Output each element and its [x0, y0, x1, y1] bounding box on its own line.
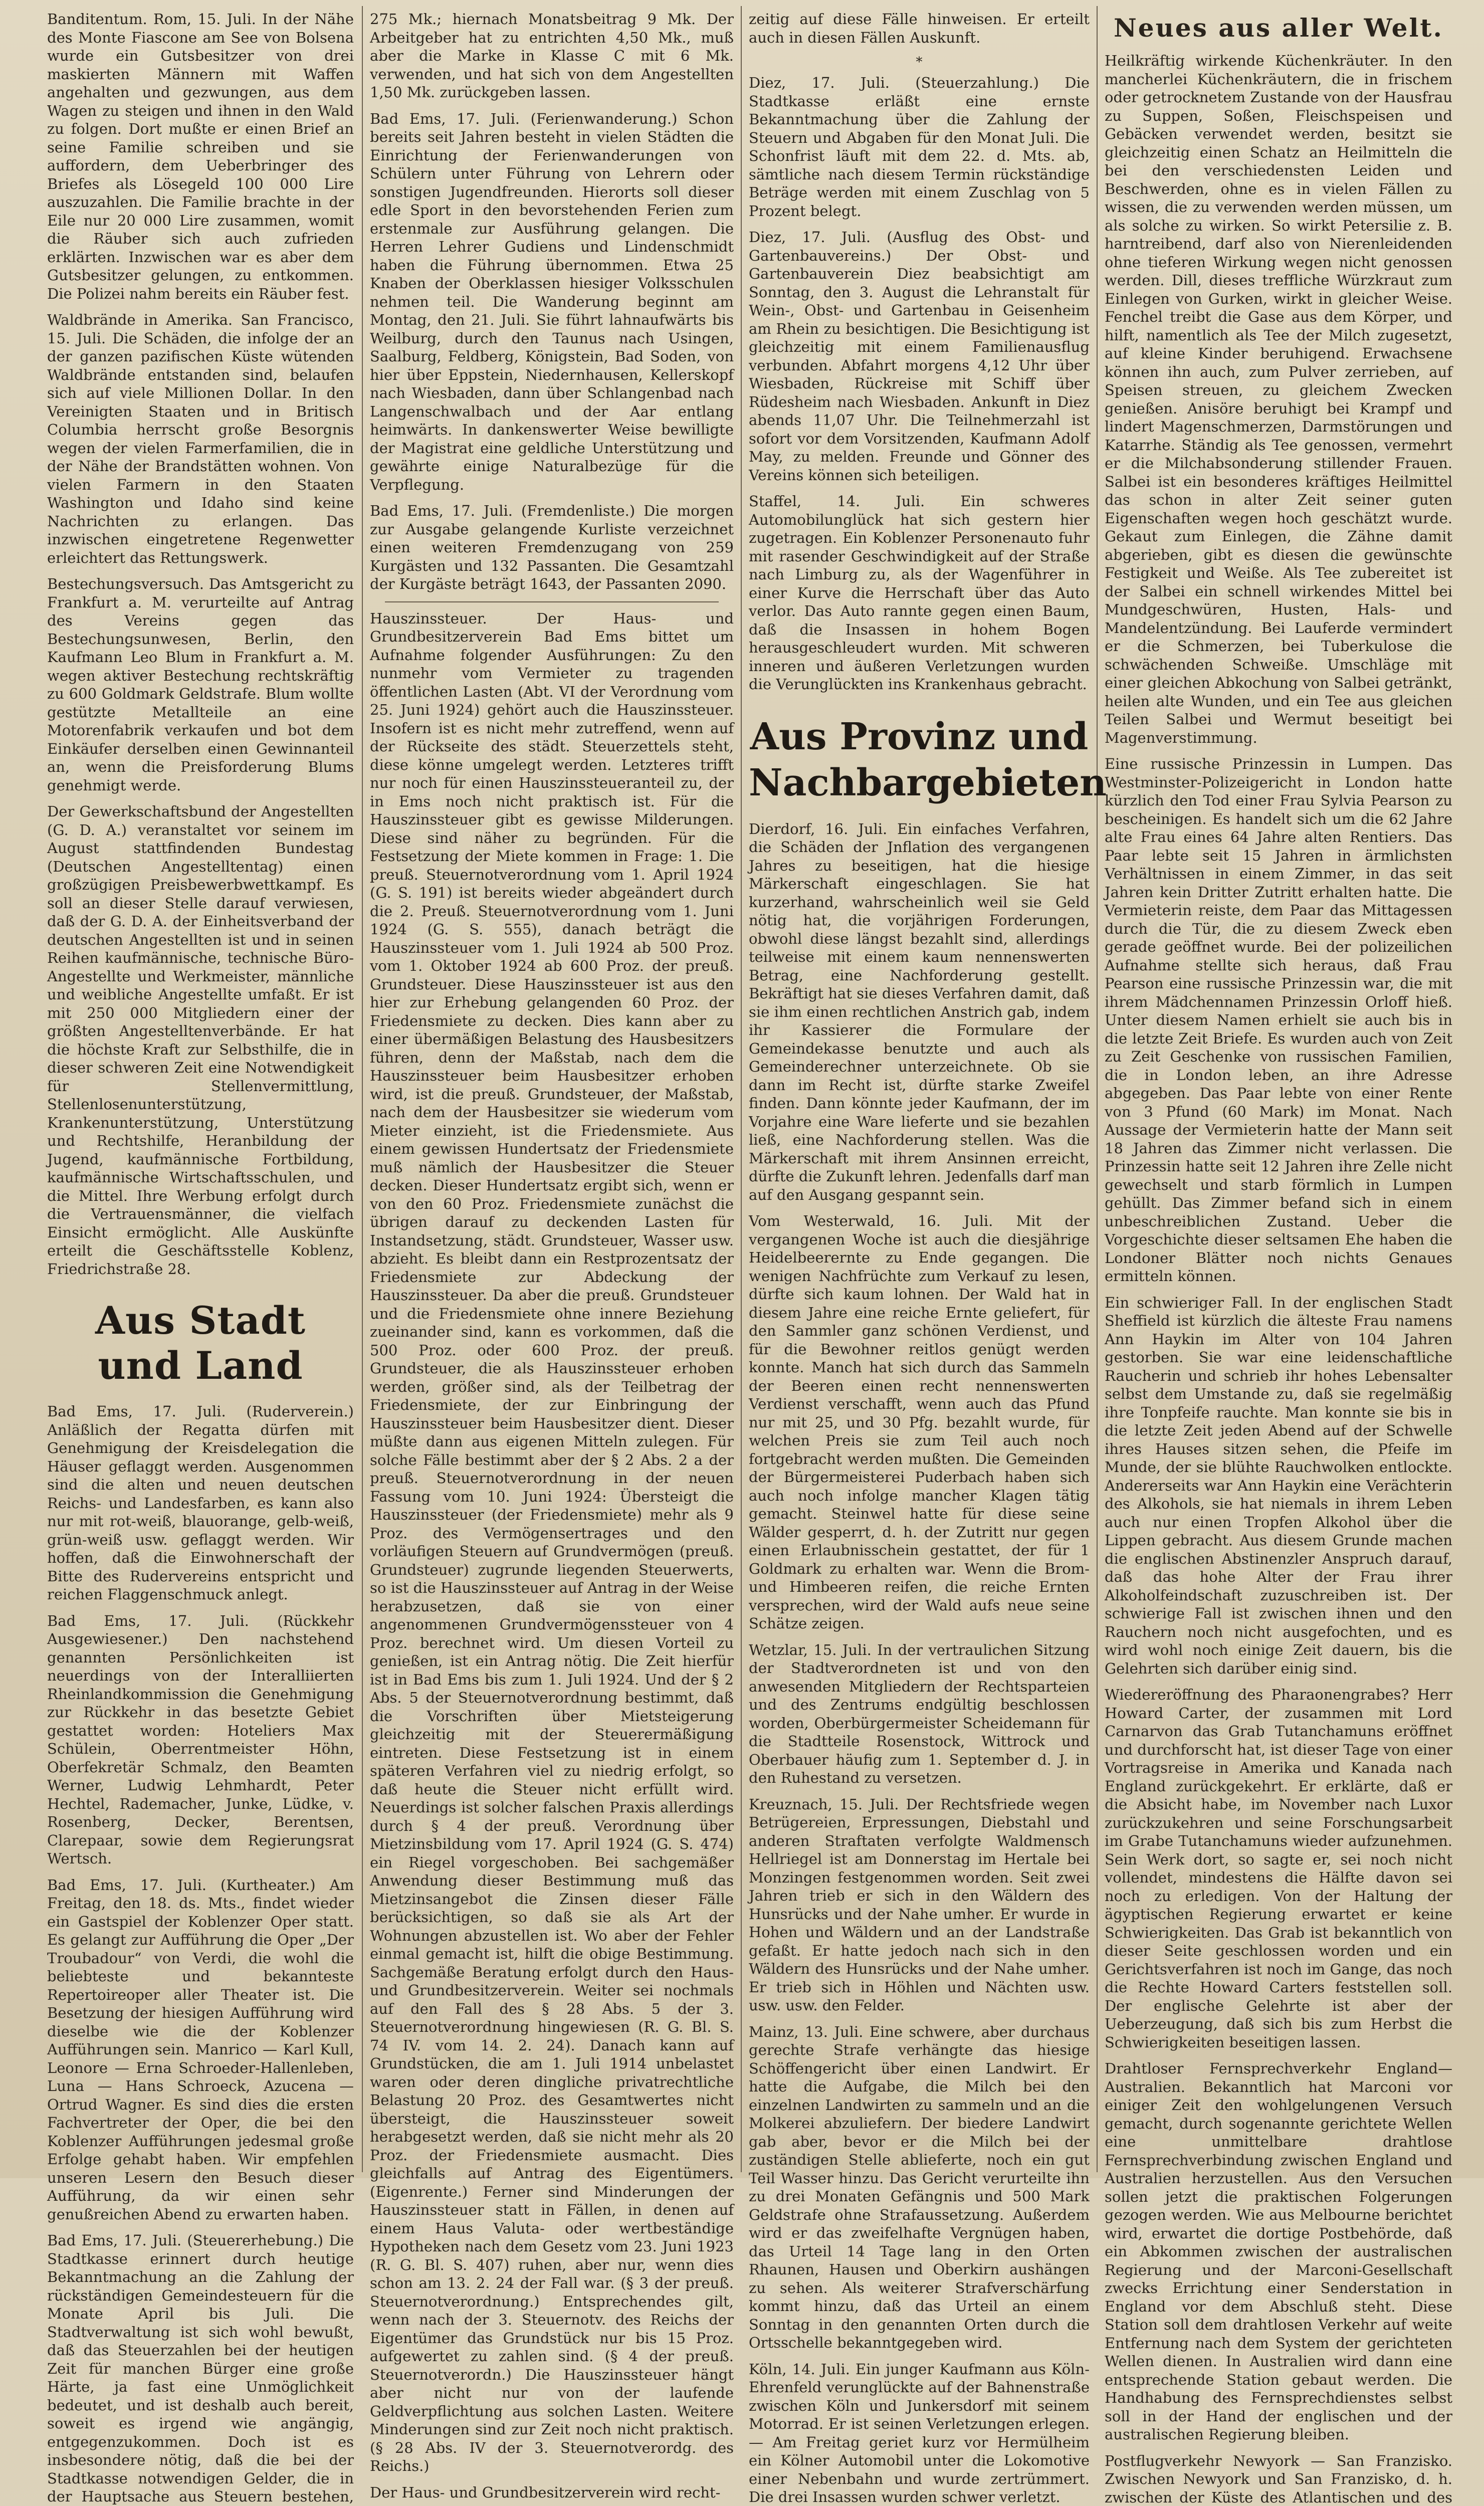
- column-4: [1101, 10, 1456, 2168]
- column-rule: [741, 6, 742, 2172]
- article-fremdenliste: Bad Ems, 17. Juli. (Fremdenliste.) Die morgen zur Ausgabe gelangende Kurliste verzeichnet einen weiteren Fremdenzugang von 259 Kurgästen und 132 Passanten. Die Gesamtzahl der Kurgäste beträgt 1643, der Passanten 2090.: [370, 502, 734, 593]
- article-koeln: Köln, 14. Juli. Ein junger Kaufmann aus Köln-Ehrenfeld verunglückte auf der Bahnenstraße zwischen Köln und Junkersdorf mit seinem Motorrad. Er ist seinen Verletzungen erlegen. — Am Freitag geriet kurz vor Hermülheim ein Kölner Automobil unter die Lokomotive einer Nebenbahn und wurde zertrümmert. Die drei Insassen wurden schwer verletzt.: [749, 2360, 1090, 2506]
- article-wetzlar: Wetzlar, 15. Juli. In der vertraulichen Sitzung der Stadtverordneten ist und von den anwesenden Mitgliedern der Rechtsparteien und des Zentrums endgültig beschlossen worden, Oberbürgermeister Scheidemann für die Stadtteile Rosenstock, Wittrock und Oberbauer häufig zum 1. September d. J. in den Ruhestand zu versetzen.: [749, 1641, 1090, 1787]
- article-fernsprechverkehr: Drahtloser Fernsprechverkehr England—Australien. Bekanntlich hat Marconi vor einiger Zeit den wohlgelungenen Versuch gemacht, durch sogenannte gerichtete Wellen eine unmittelbare drahtlose Fernsprechverbindung zwischen England und Australien herzustellen. Aus den Versuchen sollen jetzt die praktischen Folgerungen gezogen werden. Wie aus Melbourne berichtet wird, erwartet die dortige Postbehörde, daß ein Abkommen zwischen der australischen Regierung und der Marconi-Gesellschaft zwecks Errichtung einer Senderstation in England vor dem Abschluß steht. Diese Station soll dem drahtlosen Verkehr auf weite Entfernung nach dem System der gerichteten Wellen dienen. In Australien wird dann eine entsprechende Station gebaut werden. Die Handhabung des Fernsprechdienstes selbst soll in der Hand der englischen und der australischen Regierung bleiben.: [1105, 2059, 1452, 2444]
- article-diez-steuerzahlung: Diez, 17. Juli. (Steuerzahlung.) Die Stadtkasse erläßt eine ernste Bekanntmachung über die Zahlung der Steuern und Abgaben für den Monat Juli. Die Schonfrist läuft mit dem 22. d. Mts. ab, sämtliche nach diesem Termin rückständige Beträge werden mit einem Zuschlag von 5 Prozent belegt.: [749, 74, 1090, 220]
- column-rule: [1097, 6, 1098, 2172]
- column-1: [43, 10, 358, 2168]
- article-continuation: zeitig auf diese Fälle hinweisen. Er erteilt auch in diesen Fällen Auskunft.: [749, 10, 1090, 47]
- article-hauszinssteuer: Hauszinssteuer. Der Haus- und Grundbesitzerverein Bad Ems bittet um Aufnahme folgender Ausführungen: Zu den nunmehr vom Vermieter zu tragenden öffentlichen Lasten (Abt. VI der Verordnung vom 25. Juni 1924) gehört auch die Hauszinssteuer. Insofern ist es nicht mehr zutreffend, wenn auf der Rückseite des städt. Steuerzettels steht, diese könne umgelegt werden. Letzteres trifft nur noch für einen Hauszinssteueranteil zu, der in Ems noch nicht praktisch ist. Für die Hauszinssteuer gibt es gewisse Milderungen. Diese sind näher zu begründen. Für die Festsetzung der Miete kommen in Frage: 1. Die preuß. Steuernotverordnung vom 1. April 1924 (G. S. 191) ist bereits wieder abgeändert durch die 2. Preuß. Steuernotverordnung vom 1. Juni 1924 (G. S. 555), danach beträgt die Hauszinssteuer vom 1. Juli 1924 ab 500 Proz. vom 1. Oktober 1924 ab 600 Proz. der preuß. Grundsteuer. Diese Hauszinssteuer ist aus den hier zur Erhebung gelangenden 60 Proz. der Friedensmiete zu decken. Dies kann aber zu einer übermäßigen Belastung des Hausbesitzers führen, denn der Maßstab, nach dem die Hauszinssteuer beim Hausbesitzer erhoben wird, ist die preuß. Grundsteuer, der Maßstab, nach dem der Hausbesitzer sie wiederum vom Mieter einzieht, ist die Friedensmiete. Aus einem gewissen Hundertsatz der Friedensmiete muß nämlich der Hausbesitzer die Steuer decken. Dieser Hundertsatz ergibt sich, wenn er von den 60 Proz. Friedensmiete zunächst die übrigen darauf zu deckenden Lasten für Instandsetzung, städt. Grundsteuer, Wasser usw. abzieht. Es bleibt dann ein Restprozentsatz der Friedensmiete zur Abdeckung der Hauszinssteuer. Da aber die preuß. Grundsteuer und die Friedensmiete ohne innere Beziehung zueinander sind, kann es vorkommen, daß die 500 Proz. oder 600 Proz. der preuß. Grundsteuer, die als Hauszinssteuer erhoben werden, größer sind, als der Teilbetrag der Friedensmiete, der zur Einbringung der Hauszinssteuer beim Hausbesitzer dient. Dieser müßte dann aus eigenen Mitteln zulegen. Für solche Fälle bestimmt aber der § 2 Abs. 2 a der preuß. Steuernotverordnung in der neuen Fassung vom 10. Juni 1924: Übersteigt die Hauszinssteuer (der Friedensmiete) mehr als 9 Proz. des Vermögensertrages und den vorläufigen Steuern auf Grundvermögen (preuß. Grundsteuer) zugrunde liegenden Steuerwerts, so ist die Hauszinssteuer auf Antrag in der Weise herabzusetzen, daß sie von einer angenommenen Grundvermögenssteuer von 4 Proz. berechnet wird. Um diesen Vorteil zu genießen, ist ein Antrag nötig. Die Zeit hierfür ist in Bad Ems bis zum 1. Juli 1924. Und der § 2 Abs. 5 der Steuernotverordnung bestimmt, daß die Vorschriften über Mietsteigerung gleichzeitig mit der Steuerermäßigung eintreten. Diese Festsetzung ist in einem späteren Verfahren viel zu niedrig erfolgt, so daß heute die Steuer nicht erfüllt wird. Neuerdings ist solcher falschen Praxis allerdings durch § 4 der preuß. Verordnung über Mietzinsbildung vom 17. April 1924 (G. S. 474) ein Riegel vorgeschoben. Bei sachgemäßer Anwendung dieser Bestimmung muß das Mietzinsangebot die Zinsen dieser Fälle berücksichtigen, so daß sie als Art der Wohnungen abzustellen ist. Wo aber der Fehler einmal gemacht ist, hilft die obige Bestimmung. Sachgemäße Beratung erfolgt durch den Haus- und Grundbesitzerverein. Weiter sei nochmals auf den Fall des § 28 Abs. 5 der 3. Steuernotverordnung hingewiesen (R. G. Bl. S. 74 IV. vom 14. 2. 24). Danach kann auf Grundstücken, die am 1. Juli 1914 unbelastet waren oder deren dingliche privatrechtliche Belastung 20 Proz. des Gesamtwertes nicht übersteigt, die Hauszinssteuer soweit herabgesetzt werden, daß sie nicht mehr als 20 Proz. der Friedensmiete ausmacht. Dies gleichfalls auf Antrag des Eigentümers. (Eigenrente.) Ferner sind Minderungen der Hauszinssteuer statt in Fällen, in denen auf einem Haus Valuta- oder wertbeständige Hypotheken nach dem Gesetz vom 23. Juni 1923 (R. G. Bl. S. 407) ruhen, aber nur, wenn dies schon am 13. 2. 24 der Fall war. (§ 3 der preuß. Steuernotverordnung.) Entsprechendes gilt, wenn nach der 3. Steuernotv. des Reichs der Eigentümer das Grundstück nur bis 15 Proz. aufgewertet zu zahlen sind. (§ 4 der preuß. Steuernotverordn.) Die Hauszinssteuer hängt aber nicht nur von der laufende Geldverpflichtung aus solchen Lasten. Weitere Minderungen sind zur Zeit noch nicht praktisch. (§ 28 Abs. IV der 3. Steuernotverordg. des Reichs.): [370, 609, 734, 2475]
- article-rueckkehr: Bad Ems, 17. Juli. (Rückkehr Ausgewiesener.) Den nachstehend genannten Persönlichkeiten ist neuerdings von der Interalliierten Rheinlandkommission die Genehmigung zur Rückkehr in das besetzte Gebiet gestattet worden: Hoteliers Max Schülein, Oberrentmeister Höhn, Oberfekretär Schmalz, den Beamten Werner, Ludwig Lehmhardt, Peter Hechtel, Rademacher, Junke, Lüdke, v. Rosenberg, Decker, Berentsen, Clarepaar, sowie dem Regierungsrat Wertsch.: [47, 1612, 354, 1868]
- article-staffel: Staffel, 14. Juli. Ein schweres Automobilunglück hat sich gestern hier zugetragen. Ein Koblenzer Personenauto fuhr mit rasender Geschwindigkeit auf der Straße nach Limburg zu, als der Wagenführer in einer Kurve die Herrschaft über das Auto verlor. Das Auto rannte gegen einen Baum, daß die Insassen in hohem Bogen herausgeschleudert wurden. Mit schweren inneren und äußeren Verletzungen wurden die Verunglückten ins Krankenhaus gebracht.: [749, 492, 1090, 694]
- article-banditentum: Banditentum. Rom, 15. Juli. In der Nähe des Monte Fiascone am See von Bolsena wurde ein Gutsbesitzer von drei maskierten Männern mit Waffen angehalten und gezwungen, aus dem Wagen zu steigen und ihnen in den Wald zu folgen. Dort mußte er einen Brief an seine Familie schreiben und sie auffordern, dem Ueberbringer des Briefes als Lösegeld 100 000 Lire auszuzahlen. Die Familie brachte in der Eile nur 20 000 Lire zusammen, womit die Räuber sich auch zufrieden erklärten. Inzwischen war es aber dem Gutsbesitzer gelungen, zu entkommen. Die Polizei nahm bereits ein Räuber fest.: [47, 10, 354, 303]
- section-header-neues-aus-aller-welt: Neues aus aller Welt.: [1105, 13, 1452, 43]
- column-2: [366, 10, 738, 2168]
- article-russische-prinzessin: Eine russische Prinzessin in Lumpen. Das Westminster-Polizeigericht in London hatte kürzlich den Tod einer Frau Sylvia Pearson zu bescheinigen. Es handelt sich um die 62 Jahre alte Frau eines 64 Jahre alten Rentiers. Das Paar lebte seit 15 Jahren in ärmlichsten Verhältnissen in einem Zimmer, in das seit Jahren kein Dritter Zutritt erhalten hatte. Die Vermieterin reiste, dem Paar das Mittagessen durch die Tür, die zu diesem Zweck eben gerade geöffnet wurde. Bei der polizeilichen Aufnahme stellte sich heraus, daß Frau Pearson eine russische Prinzessin war, die mit ihrem Mädchennamen Prinzessin Orloff hieß. Unter diesem Namen erhielt sie auch bis in die letzte Zeit Briefe. Es wurden auch von Zeit zu Zeit Geschenke von russischen Familien, die in London leben, an ihre Adresse abgegeben. Das Paar lebte von einer Rente von 3 Pfund (60 Mark) im Monat. Nach Aussage der Vermieterin hatte der Mann seit 18 Jahren das Zimmer nicht verlassen. Die Prinzessin hatte seit 12 Jahren ihre Zelle nicht gewechselt und starb förmlich in Lumpen gehüllt. Das Zimmer befand sich in einem unbeschreiblichen Zustand. Ueber die Vorgeschichte dieser seltsamen Ehe haben die Londoner Blätter noch nichts Genaues ermitteln können.: [1105, 755, 1452, 1286]
- article-kreuznach: Kreuznach, 15. Juli. Der Rechtsfriede wegen Betrügereien, Erpressungen, Diebstahl und anderen Straftaten verfolgte Waldmensch Hellriegel ist am Donnerstag im Hertale bei Monzingen festgenommen worden. Seit zwei Jahren trieb er sich in den Wäldern des Hunsrücks und der Nahe umher. Er wurde in Hohen und Wäldern und an der Landstraße gefaßt. Er hatte jedoch nach sich in den Wäldern des Hunsrücks und der Nahe umher. Er trieb sich in Höhlen und Nächten usw. usw. usw. den Felder.: [749, 1795, 1090, 2015]
- article-pharaonengrab: Wiedereröffnung des Pharaonengrabes? Herr Howard Carter, der zusammen mit Lord Carnarvon das Grab Tutanchamuns eröffnet und durchforscht hat, ist dieser Tage von einer Vortragsreise in Amerika und Kanada nach England zurückgekehrt. Er erklärte, daß er die Absicht habe, im November nach Luxor zurückzukehren und seine Forschungsarbeit im Grabe Tutanchamuns wieder aufzunehmen. Sein Werk dort, so sagte er, sei noch nicht vollendet, mindestens die Hälfte davon sei noch zu erledigen. Von der Haltung der ägyptischen Regierung erwartet er keine Schwierigkeiten. Das Grab ist bekanntlich von dieser Seite geschlossen worden und ein Gerichtsverfahren ist noch im Gange, das noch die Rechte Howard Carters feststellen soll. Der englische Gelehrte ist aber der Ueberzeugung, daß sich bis zum Herbst die Schwierigkeiten beseitigen lassen.: [1105, 1686, 1452, 2051]
- column-3: [745, 10, 1094, 2168]
- article-mainz: Mainz, 13. Juli. Eine schwere, aber durchaus gerechte Strafe verhängte das hiesige Schöffengericht über einen Landwirt. Er hatte die Aufgabe, die Milch bei den einzelnen Landwirten zu sammeln und an die Molkerei abzuliefern. Der biedere Landwirt gab aber, bevor er die Milch bei der zuständigen Stelle ablieferte, noch ein gut Teil Wasser hinzu. Das Gericht verurteilte ihn zu drei Monaten Gefängnis und 500 Mark Geldstrafe ohne Strafaussetzung. Außerdem wird er das zweifelhafte Vergnügen haben, das Urteil 14 Tage lang in den Orten Rhaunen, Hausen und Oberkirn aushängen zu sehen. Als weiterer Strafverschärfung kommt hinzu, daß das Urteil an einem Sonntag in den genannten Orten durch die Ortsschelle bekanntgegeben wird.: [749, 2023, 1090, 2352]
- article-postflugverkehr: Postflugverkehr Newyork — San Franzisko. Zwischen Newyork und San Franzisko, d. h. zwischen der Küste des Atlantischen und des: [1105, 2452, 1452, 2506]
- article-gewerkschaftsbund: Der Gewerkschaftsbund der Angestellten (G. D. A.) veranstaltet vor seinem im August stattfindenden Bundestag (Deutschen Angestelltentag) einen großzügigen Preisbewerbwettkampf. Es soll an dieser Stelle darauf verwiesen, daß der G. D. A. der Einheitsverband der deutschen Angestellten ist und in seinen Reihen kaufmännische, technische Büro-Angestellte und Werkmeister, männliche und weibliche Angestellte umfaßt. Er ist mit 250 000 Mitgliedern einer der größten Angestelltenverbände. Er hat die höchste Kraft zur Selbsthilfe, die in dieser schweren Zeit eine Notwendigkeit für Stellenvermittlung, Stellenlosenunterstützung, Krankenunterstützung, Unterstützung und Rechtshilfe, Heranbildung der Jugend, kaufmännische Fortbildung, kaufmännische Wirtschaftsschulen, und die Mittel. Ihre Werbung erfolgt durch die Vertrauensmänner, die vielfach Einsicht ermöglicht. Alle Auskünfte erteilt die Geschäftsstelle Koblenz, Friedrichstraße 28.: [47, 802, 354, 1278]
- article-ruderverein: Bad Ems, 17. Juli. (Ruderverein.) Anläßlich der Regatta dürfen mit Genehmigung der Kreisdelegation die Häuser geflaggt werden. Ausgenommen sind die alten und neuen deutschen Reichs- und Landesfarben, es kann also nur mit rot-weiß, blauorange, gelb-weiß, grün-weiß usw. geflaggt werden. Wir hoffen, daß die Einwohnerschaft der Bitte des Rudervereins entspricht und reichen Flaggenschmuck anlegt.: [47, 1402, 354, 1604]
- article-dierdorf: Dierdorf, 16. Juli. Ein einfaches Verfahren, die Schäden der Jnflation des vergangenen Jahres zu beseitigen, hat die hiesige Märkerschaft eingeschlagen. Sie hat kurzerhand, wahrscheinlich weil sie Geld nötig hat, die vorjährigen Forderungen, obwohl diese längst bezahlt sind, allerdings teilweise mit einem kaum nennenswerten Betrag, eine Nachforderung gestellt. Bekräftigt hat sie dieses Verfahren damit, daß sie ihm einen rechtlichen Anstrich gab, indem ihr Kassierer die Formulare der Gemeindekasse benutzte und auch als Gemeinderechner unterzeichnete. Ob sie dann im Recht ist, dürfte starke Zweifel finden. Dann könnte jeder Kaufmann, der im Vorjahre eine Ware lieferte und sie bezahlen ließ, eine Nachforderung stellen. Was die Märkerschaft mit ihrem Ansinnen erreicht, dürfte die Zukunft lehren. Jedenfalls darf man auf den Ausgang gespannt sein.: [749, 820, 1090, 1204]
- article-hauszinssteuer-end: Der Haus- und Grundbesitzerverein wird recht-: [370, 2483, 734, 2502]
- article-continuation: 275 Mk.; hiernach Monatsbeitrag 9 Mk. Der Arbeitgeber hat zu entrichten 4,50 Mk., muß aber die Marke in Klasse C mit 6 Mk. verwenden, und hat sich von dem Angestellten 1,50 Mk. zurückgeben lassen.: [370, 10, 734, 102]
- article-kuechenkraeuter: Heilkräftig wirkende Küchenkräuter. In den mancherlei Küchenkräutern, die in frischem oder getrocknetem Zustande von der Hausfrau zu Suppen, Soßen, Fleischspeisen und Gebäcken verwendet werden, besitzt sie gleichzeitig einen Schatz an Heilmitteln die bei den verschiedensten Leiden und Beschwerden, ohne es in vielen Fällen zu wissen, die zu verwenden werden müssen, um als solche zu wirken. So wirkt Petersilie z. B. harntreibend, darf also von Nierenleidenden ohne tieferen Wirkung wegen nicht genossen werden. Dill, dieses treffliche Würzkraut zum Einlegen von Gurken, wirkt in gleicher Weise. Fenchel treibt die Gase aus dem Körper, und hilft, namentlich als Tee der Milch zugesetzt, auf kleine Kinder beruhigend. Erwachsene können ihn auch, zum Pulver zerrieben, auf Speisen streuen, zu gleichem Zwecken genießen. Anisöre beruhigt bei Krampf und lindert Magenschmerzen, Darmstörungen und Katarrhe. Ständig als Tee genossen, vermehrt er die Milchabsonderung stillender Frauen. Salbei ist ein besonderes kräftiges Heilmittel das schon in alter Zeit seiner guten Eigenschaften wegen hoch geschätzt wurde. Gekaut zum Einlegen, die Zähne damit abgerieben, gibt es diesen die gewünschte Festigkeit und Weiße. Als Tee zubereitet ist der Salbei ein schnell wirkendes Mittel bei Mundgeschwüren, Husten, Hals- und Mandelentzündung. Bei Lauferde vermindert er die Schmerzen, bei Tuberkulose die schwächenden Schweiße. Umschläge mit einer gleichen Abkochung von Salbei getränkt, heilen alte Wunden, und ein Tee aus gleichen Teilen Salbei und Wermut beseitigt bei Magenverstimmung.: [1105, 52, 1452, 747]
- article-diez-ausflug: Diez, 17. Juli. (Ausflug des Obst- und Gartenbauvereins.) Der Obst- und Gartenbauverein Diez beabsichtigt am Sonntag, den 3. August die Lehranstalt für Wein-, Obst- und Gartenbau in Geisenheim am Rhein zu besichtigen. Die Besichtigung ist gleichzeitig mit einem Familienausflug verbunden. Abfahrt morgens 4,12 Uhr über Wiesbaden, Rückreise mit Schiff über Rüdesheim nach Wiesbaden. Ankunft in Diez abends 11,07 Uhr. Die Teilnehmerzahl ist sofort vor dem Vorsitzenden, Kaufmann Adolf May, zu melden. Freunde und Gönner des Vereins können sich beteiligen.: [749, 228, 1090, 484]
- column-rule: [362, 6, 363, 2172]
- section-header-aus-provinz: Aus Provinz und Nachbargebieten: [749, 714, 1090, 806]
- article-steuererhebung: Bad Ems, 17. Juli. (Steuererhebung.) Die Stadtkasse erinnert durch heutige Bekanntmachung an die Zahlung der rückständigen Gemeindesteuern für die Monate April bis Juli. Die Stadtverwaltung ist sich wohl bewußt, daß das Steuerzahlen bei der heutigen Zeit für manchen Bürger eine große Härte, ja fast eine Unmöglichkeit bedeutet, und ist deshalb auch bereit, soweit es irgend wie angängig, entgegenzukommen. Doch ist es insbesondere nötig, daß die bei der Stadtkasse notwendigen Gelder, die in der Hauptsache aus Steuern bestehen,: [47, 2231, 354, 2506]
- section-header-stadt-und-land: Aus Stadt und Land: [47, 1298, 354, 1388]
- section-divider: [385, 601, 719, 602]
- article-waldbraende: Waldbrände in Amerika. San Francisco, 15. Juli. Die Schäden, die infolge der an der ganzen pazifischen Küste wütenden Waldbrände entstanden sind, belaufen sich auf viele Millionen Dollar. In den Vereinigten Staaten und in Britisch Columbia herrscht große Besorgnis wegen der vielen Farmerfamilien, die in der Nähe der Brandstätten wohnen. Von vielen Farmern in den Staaten Washington und Idaho sind keine Nachrichten zu erlangen. Das inzwischen eingetretene Regenwetter erleichtert das Rettungswerk.: [47, 311, 354, 567]
- article-schwieriger-fall: Ein schwieriger Fall. In der englischen Stadt Sheffield ist kürzlich die älteste Frau namens Ann Haykin im Alter von 104 Jahren gestorben. Sie war eine leidenschaftliche Raucherin und schrieb ihr hohes Lebensalter selbst dem Umstande zu, daß sie regelmäßig ihre Tonpfeife rauchte. Man konnte sie bis in die letzte Zeit jeden Abend auf der Schwelle ihres Hauses sitzen sehen, die Pfeife im Munde, der sie blühte Rauchwolken entlockte. Andererseits war Ann Haykin eine Verächterin des Alkohols, sie hat niemals in ihrem Leben auch nur einen Tropfen Alkohol über die Lippen gebracht. Aus diesem Grunde machen die englischen Abstinenzler Anspruch darauf, daß das hohe Alter der Frau ihrer Alkoholfeindschaft zuzuschreiben ist. Der schwierige Fall ist zwischen ihnen und den Rauchern noch nicht ausgefochten, und es wird wohl noch einige Zeit dauern, bis die Gelehrten sich darüber einig sind.: [1105, 1294, 1452, 1678]
- article-bestechung: Bestechungsversuch. Das Amtsgericht zu Frankfurt a. M. verurteilte auf Antrag des Vereins gegen das Bestechungsunwesen, Berlin, den Kaufmann Leo Blum in Frankfurt a. M. wegen aktiver Bestechung rechtskräftig zu 600 Goldmark Geldstrafe. Blum wollte gestützte Metallteile an eine Motorenfabrik verkaufen und bot dem Einkäufer derselben einen Gewinnanteil an, wenn die Preisforderung Blums genehmigt werde.: [47, 575, 354, 794]
- separator-star: *: [749, 55, 1090, 70]
- article-westerwald: Vom Westerwald, 16. Juli. Mit der vergangenen Woche ist auch die diesjährige Heidelbeerernte zu Ende gegangen. Die wenigen Nachfrüchte zum Verkauf zu lesen, dürfte sich kaum lohnen. Der Wald hat in diesem Jahre eine reiche Ernte geliefert, für den Sammler ganz schönen Verdienst, und für die Bewohner reitlos genügt werden konnte. Manch hat sich durch das Sammeln der Beeren einen recht nennenswerten Verdienst verschafft, wenn auch das Pfund nur mit 25, und 30 Pfg. bezahlt wurde, für welchen Preis sie zum Teil auch noch fortgebracht werden mußten. Die Gemeinden der Bürgermeisterei Puderbach haben sich auch noch infolge mancher Klagen tätig gemacht. Steinwel hatte für diese seine Wälder gesperrt, d. h. der Zutritt nur gegen einen Erlaubnisschein gestattet, der für 1 Goldmark zu erhalten war. Wenn die Brom- und Himbeeren reifen, die reiche Ernten versprechen, wird der Wald aufs neue seine Schätze zeigen.: [749, 1212, 1090, 1633]
- article-kurtheater: Bad Ems, 17. Juli. (Kurtheater.) Am Freitag, den 18. ds. Mts., findet wieder ein Gastspiel der Koblenzer Oper statt. Es gelangt zur Aufführung die Oper „Der Troubadour“ von Verdi, die wohl die beliebteste und bekannteste Repertoireoper aller Theater ist. Die Besetzung der hiesigen Aufführung wird dieselbe wie die der Koblenzer Aufführungen sein. Manrico — Karl Kull, Leonore — Erna Schroeder-Hallenleben, Luna — Hans Schroeck, Azucena — Ortrud Wagner. Es sind dies die ersten Fachvertreter der Oper, die bei den Koblenzer Aufführungen jedesmal große Erfolge gehabt haben. Wir empfehlen unseren Lesern den Besuch dieser Aufführung, da wir einen sehr genußreichen Abend zu erwarten haben.: [47, 1876, 354, 2224]
- article-ferienwanderung: Bad Ems, 17. Juli. (Ferienwanderung.) Schon bereits seit Jahren besteht in vielen Städten die Einrichtung der Ferienwanderungen von Schülern unter Führung von Lehrern oder sonstigen Jugendfreunden. Hierorts soll dieser edle Sport in den bevorstehenden Ferien zum erstenmale zur Ausführung gelangen. Die Herren Lehrer Gudiens und Lindenschmidt haben die Führung übernommen. Etwa 25 Knaben der Oberklassen hiesiger Volksschulen nehmen teil. Die Wanderung beginnt am Montag, den 21. Juli. Sie führt lahnaufwärts bis Weilburg, durch den Taunus nach Usingen, Saalburg, Feldberg, Königstein, Bad Soden, von hier über Eppstein, Niedernhausen, Kellerskopf nach Wiesbaden, dann über Schlangenbad nach Langenschwalbach und der Aar entlang heimwärts. In dankenswerter Weise bewilligte der Magistrat eine geldliche Unterstützung und gewährte einige Naturalbezüge für die Verpflegung.: [370, 110, 734, 494]
